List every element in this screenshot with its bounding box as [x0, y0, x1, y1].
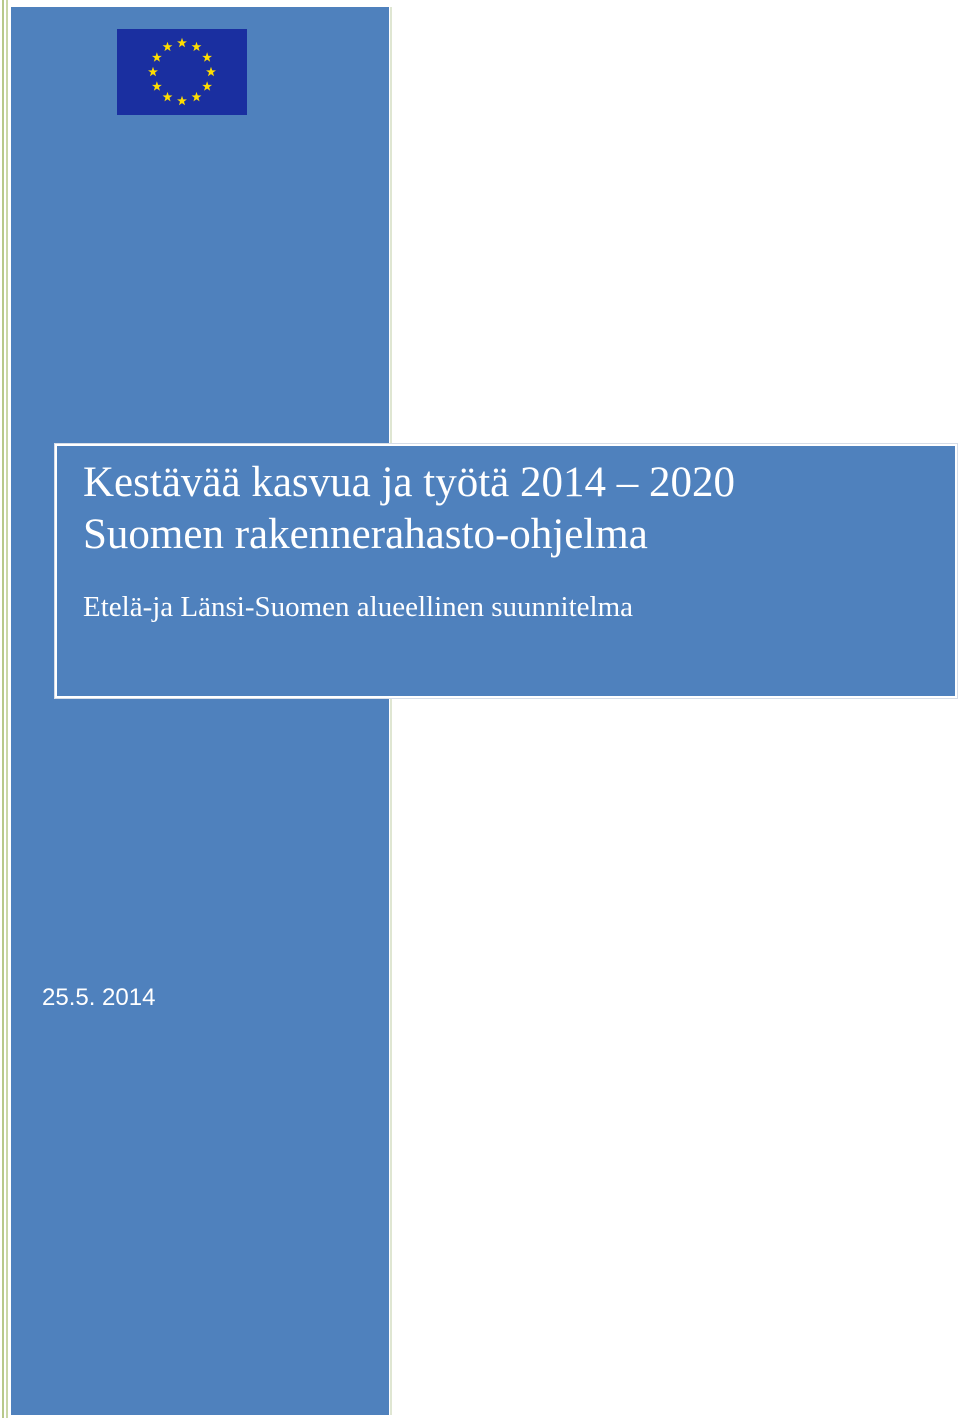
document-title-line-1: Kestävää kasvua ja työtä 2014 – 2020	[83, 459, 735, 506]
document-title-line-2: Suomen rakennerahasto-ohjelma	[83, 511, 648, 558]
document-date: 25.5. 2014	[42, 984, 156, 1011]
title-box	[55, 444, 957, 698]
column-divider-line	[390, 7, 392, 1415]
eu-flag-icon	[117, 29, 247, 115]
eu-flag-graphic	[117, 29, 247, 115]
document-subtitle: Etelä-ja Länsi-Suomen alueellinen suunnitelma	[83, 591, 634, 623]
left-edge-decoration	[0, 0, 10, 1418]
blue-side-column	[10, 7, 389, 1415]
